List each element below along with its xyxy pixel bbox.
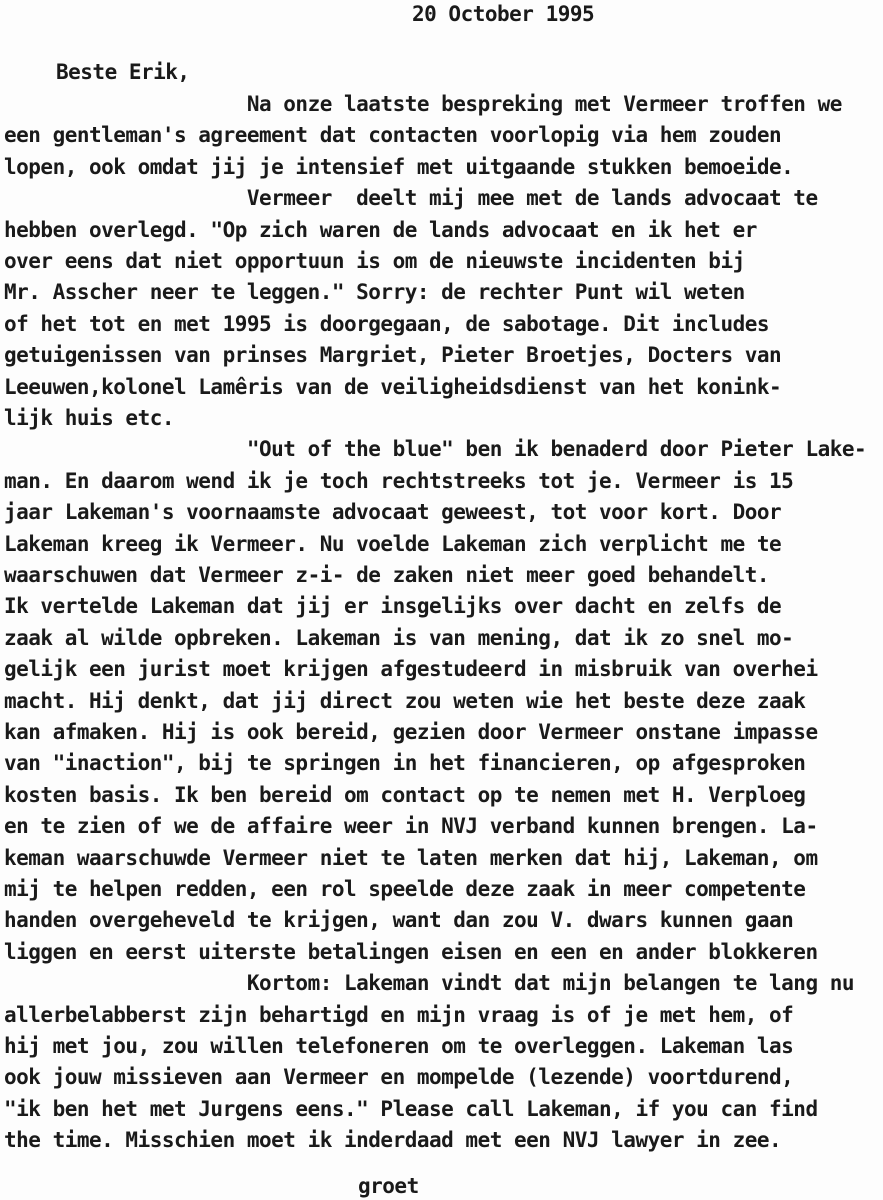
letter-body-line: een gentleman's agreement dat contacten voorlopig via hem zouden: [4, 123, 782, 148]
letter-body-line: zaak al wilde opbreken. Lakeman is van mening, dat ik zo snel mo-: [4, 625, 794, 650]
letter-body-line: Ik vertelde Lakeman dat jij er insgelijks over dacht en zelfs de: [4, 594, 782, 619]
letter-body-line: en te zien of we de affaire weer in NVJ verband kunnen brengen. La-: [4, 814, 818, 839]
letter-body-line: "Out of the blue" ben ik benaderd door Pieter Lake-: [4, 437, 867, 462]
letter-body-line: allerbelabberst zijn behartigd en mijn vraag is of je met hem, of: [4, 1002, 794, 1027]
letter-body-line: waarschuwen dat Vermeer z-i- de zaken niet meer goed behandelt.: [4, 563, 770, 587]
letter-body-line: kan afmaken. Hij is ook bereid, gezien door Vermeer onstane impasse: [4, 720, 818, 744]
letter-body-line: hij met jou, zou willen telefoneren om te overleggen. Lakeman las: [4, 1034, 794, 1058]
letter-body-line: gelijk een jurist moet krijgen afgestudeerd in misbruik van overhei: [4, 657, 818, 682]
letter-body-line: Na onze laatste bespreking met Vermeer troffen we: [4, 92, 842, 116]
letter-salutation: Beste Erik,: [56, 60, 190, 84]
letter-body-line: keman waarschuwde Vermeer niet te laten merken dat hij, Lakeman, om: [4, 845, 818, 870]
letter-body-line: lijk huis etc.: [4, 406, 175, 430]
letter-body-line: Mr. Asscher neer te leggen." Sorry: de rechter Punt wil weten: [4, 280, 745, 305]
letter-body-line: Vermeer deelt mij mee met de lands advocaat te: [4, 186, 818, 211]
letter-body-line: kosten basis. Ik ben bereid om contact op te nemen met H. Verploeg: [4, 782, 806, 807]
letter-body-line: over eens dat niet opportuun is om de nieuwste incidenten bij: [4, 249, 745, 273]
letter-body-line: of het tot en met 1995 is doorgegaan, de sabotage. Dit includes: [4, 311, 770, 336]
letter-body-line: "ik ben het met Jurgens eens." Please call Lakeman, if you can find: [4, 1096, 818, 1121]
letter-body-line: lopen, ook omdat jij je intensief met uitgaande stukken bemoeide.: [4, 154, 794, 179]
letter-body-line: Leeuwen,kolonel Lamêris van de veiligheidsdienst van het konink-: [4, 374, 782, 399]
letter-body-line: jaar Lakeman's voornaamste advocaat geweest, tot voor kort. Door: [4, 500, 782, 525]
letter-date: 20 October 1995: [412, 2, 595, 26]
letter-body-line: handen overgeheveld te krijgen, want dan zou V. dwars kunnen gaan: [4, 908, 794, 933]
letter-closing: groet: [358, 1174, 419, 1198]
letter-body-line: van "inaction", bij te springen in het financieren, op afgesproken: [4, 751, 806, 776]
letter-body-line: getuigenissen van prinses Margriet, Pieter Broetjes, Docters van: [4, 343, 782, 368]
letter-body-line: Kortom: Lakeman vindt dat mijn belangen te lang nu: [4, 971, 855, 996]
letter-body-line: the time. Misschien moet ik inderdaad met een NVJ lawyer in zee.: [4, 1128, 782, 1153]
letter-body-line: Lakeman kreeg ik Vermeer. Nu voelde Lakeman zich verplicht me te: [4, 531, 782, 556]
letter-body-line: mij te helpen redden, een rol speelde deze zaak in meer competente: [4, 877, 806, 901]
letter-body-line: macht. Hij denkt, dat jij direct zou weten wie het beste deze zaak: [4, 688, 806, 713]
letter-body-line: hebben overlegd. "Op zich waren de lands advocaat en ik het er: [4, 217, 757, 242]
letter-body-line: liggen en eerst uiterste betalingen eisen en een en ander blokkeren: [4, 939, 818, 964]
letter-body-line: ook jouw missieven aan Vermeer en mompelde (lezende) voortdurend,: [4, 1065, 794, 1090]
letter-body-line: man. En daarom wend ik je toch rechtstreeks tot je. Vermeer is 15: [4, 468, 794, 493]
